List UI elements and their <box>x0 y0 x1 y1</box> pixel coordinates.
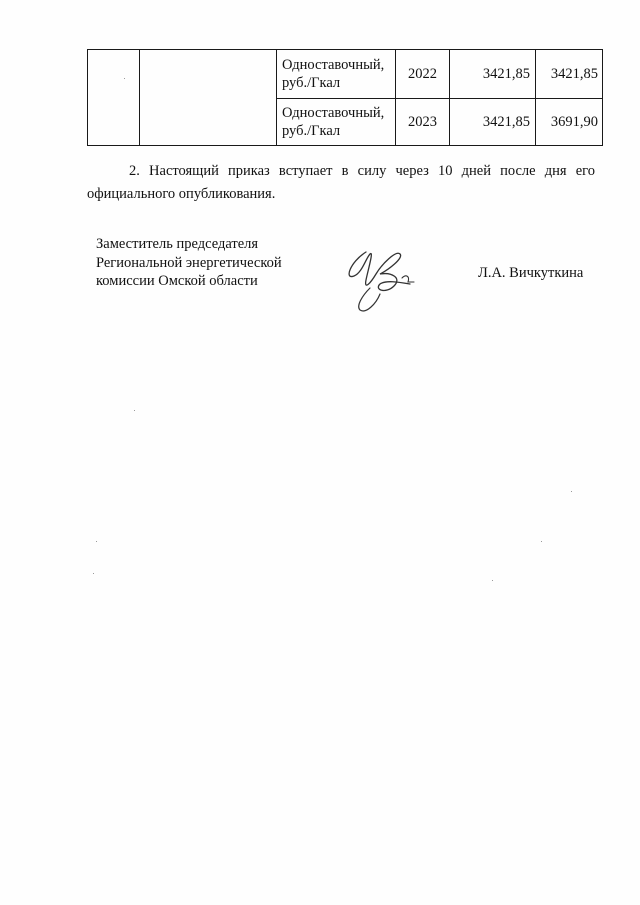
scan-speck <box>571 491 572 492</box>
table-cell-empty <box>140 50 277 146</box>
tariff-table <box>87 49 603 146</box>
value-second-cell: 3691,90 <box>536 99 603 146</box>
signer-name: Л.А. Вичкуткина <box>478 265 584 281</box>
signer-position <box>96 235 282 291</box>
rate-unit-label: руб./Гкал <box>282 75 341 91</box>
rate-type-label: Одноставочный, <box>282 105 385 121</box>
scan-speck <box>124 78 125 79</box>
signer-position-line: Заместитель председателя <box>96 236 259 252</box>
handwritten-signature <box>340 240 420 316</box>
table-row <box>88 50 603 99</box>
year-cell: 2022 <box>396 50 450 99</box>
value-first-cell: 3421,85 <box>450 99 536 146</box>
rate-type-cell <box>277 99 396 146</box>
paragraph-line-1: 2. Настоящий приказ вступает в силу через 10 дней после дня его <box>129 163 595 179</box>
value-second-cell: 3421,85 <box>536 50 603 99</box>
rate-type-label: Одноставочный, <box>282 57 385 73</box>
signer-position-line: Региональной энергетической <box>96 254 282 271</box>
rate-type-cell <box>277 50 396 99</box>
scan-speck <box>93 573 94 574</box>
rate-unit-label: руб./Гкал <box>282 123 341 139</box>
year-cell: 2023 <box>396 99 450 146</box>
scan-speck <box>541 541 542 542</box>
scan-speck <box>134 410 135 411</box>
value-first-cell: 3421,85 <box>450 50 536 99</box>
paragraph-line-2: официального опубликования. <box>87 186 276 202</box>
signer-position-line: комиссии Омской области <box>96 273 258 289</box>
order-paragraph <box>87 160 595 206</box>
table-cell-empty <box>88 50 140 146</box>
scan-speck <box>96 541 97 542</box>
scan-speck <box>492 580 493 581</box>
